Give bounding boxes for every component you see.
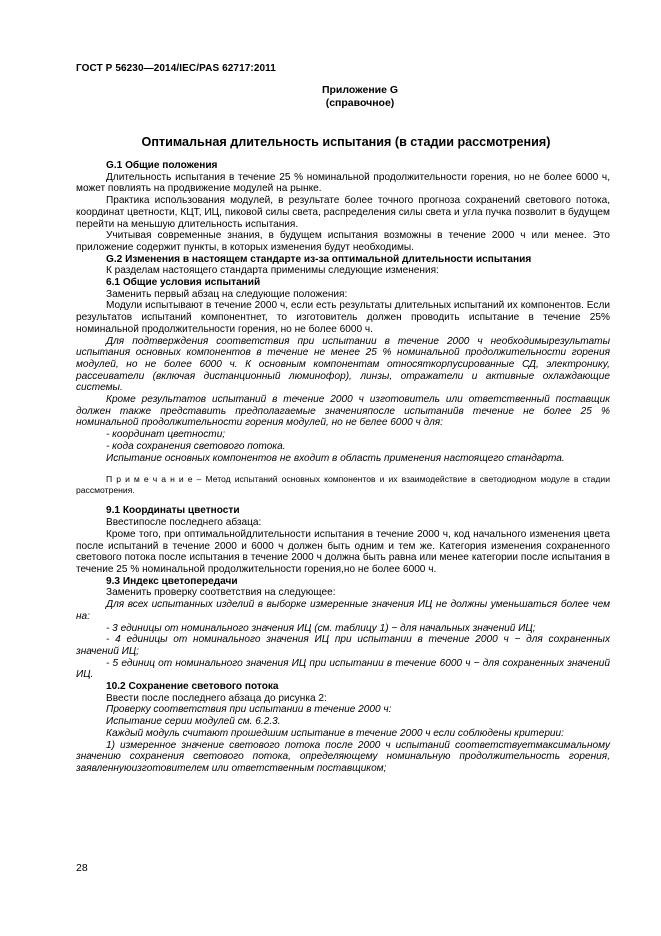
paragraph: Испытание серии модулей см. 6.2.3. (106, 716, 281, 728)
list-item: - 5 единиц от номинального значения ИЦ при испытании в течение 6000 ч − для сохраненных значений ИЦ. (76, 657, 610, 681)
paragraph: К разделам настоящего стандарта применимы следующие изменения: (106, 265, 439, 277)
list-item: - 4 единицы от номинального значения ИЦ при испытании в течение 2000 ч − для сохраненных значений ИЦ; (76, 634, 610, 657)
paragraph: Для подтверждения соответствия при испытании в течение 2000 ч необходимырезультаты испытания основных компонентов в течение не менее 25 % номинальной продолжительности горения модулей, но не более 6000 ч. К основным компонентам относяткорпусированные СД, электронику, рассеиватели (включая дистанционный люминофор), линзы, отражатели и активные охлаждающие системы. (76, 335, 610, 394)
section-heading: G.1 Общие положения (106, 160, 218, 171)
paragraph: Кроме результатов испытаний в течение 2000 ч изготовитель или ответственный поставщик должен также представить предполагаемые значенияпосле испытанийв течение не более 25 % номинальной продолжительности горения модулей, но не белее 6000 ч для: (76, 394, 610, 429)
paragraph: Заменить проверку соответствия на следующее: (106, 587, 336, 599)
paragraph: Каждый модуль считают прошедшим испытание в течение 2000 ч если соблюдены критерии: (106, 727, 564, 739)
paragraph: Проверку соответствия при испытании в течение 2000 ч: (106, 704, 392, 716)
section-heading: 10.2 Сохранение светового потока (106, 681, 279, 693)
page-number: 28 (76, 862, 88, 874)
paragraph: Практика использования модулей, в результате более точного прогноза сохранений светового потока, координат цветности, КЦТ, ИЦ, пиковой силы света, распределения силы света и угла пучка позволит в будущем перейти на меньшую длительность испытания. (76, 195, 610, 230)
section-heading: 9.1 Координаты цветности (106, 505, 240, 517)
paragraph: Заменить первый абзац на следующие положения: (106, 288, 348, 300)
section-heading: 6.1 Общие условия испытаний (106, 277, 261, 289)
paragraph: Ввести после последнего абзаца до рисунка 2: (106, 692, 327, 704)
paragraph: 1) измеренное значение светового потока после 2000 ч испытаний соответствуетмаксимальному значению сохранения светового потока, определяющему номинальную продолжительность горения, заявленнуюизготовителем или ответственным поставщиком; (76, 739, 610, 774)
document-body (76, 160, 610, 775)
annex-subtitle: (справочное) (325, 97, 395, 109)
standard-header: ГОСТ Р 56230—2014/IEC/PAS 62717:2011 (76, 63, 276, 74)
annex-title: Приложение G (321, 84, 399, 96)
paragraph: Учитывая современные знания, в будущем испытания возможны в течение 2000 ч или менее. Это приложение содержит пункты, в которых изменения будут необходимы. (76, 230, 610, 253)
list-item: - координат цветности; (106, 429, 226, 441)
paragraph: Для всех испытанных изделий в выборке измеренные значения ИЦ не должны уменьшаться более чем на: (76, 599, 610, 622)
paragraph: Кроме того, при оптимальнойдлительности испытания в течение 2000 ч, код начального изменения цвета после испытаний в течение 2000 и 6000 ч должен быть одним и тем же. Категория изменения сохраненного светового потока после испытания в течение 2000 ч должна быть равна или менее категории после испытания в течение 25 % номинальной продолжительности горения,но не более 6000 ч. (76, 528, 610, 575)
list-item: - кода сохранения светового потока. (106, 440, 286, 452)
paragraph: Модули испытывают в течение 2000 ч, если есть результаты длительных испытаний их компонентов. Если результатов испытаний компонентнет, то изготовитель должен проводить испытание в течение 25% номинальной продолжительности горения, но не более 6000 ч. (76, 300, 610, 335)
paragraph: Испытание основных компонентов не входит в область применения настоящего стандарта. (106, 452, 565, 464)
note (76, 474, 610, 495)
page-title: Оптимальная длительность испытания (в стадии рассмотрения) (141, 135, 551, 149)
annex-block (280, 84, 440, 110)
list-item: - 3 единицы от номинального значения ИЦ (см. таблицу 1) − для начальных значений ИЦ; (106, 622, 536, 634)
section-heading: 9.3 Индекс цветопередачи (106, 575, 238, 587)
paragraph: Ввестипосле последнего абзаца: (106, 517, 262, 529)
note-label: П р и м е ч а н и е (106, 474, 193, 485)
section-heading: G.2 Изменения в настоящем стандарте из-за оптимальной длительности испытания (106, 253, 532, 265)
paragraph: Длительность испытания в течение 25 % номинальной продолжительности горения, но не более 6000 ч, может повлиять на продвижение модулей на рынке. (76, 171, 610, 195)
note-text: – Метод испытаний основных компонентов и их взаимодействие в светодиодном модуле в стадии рассмотрения. (76, 474, 610, 495)
